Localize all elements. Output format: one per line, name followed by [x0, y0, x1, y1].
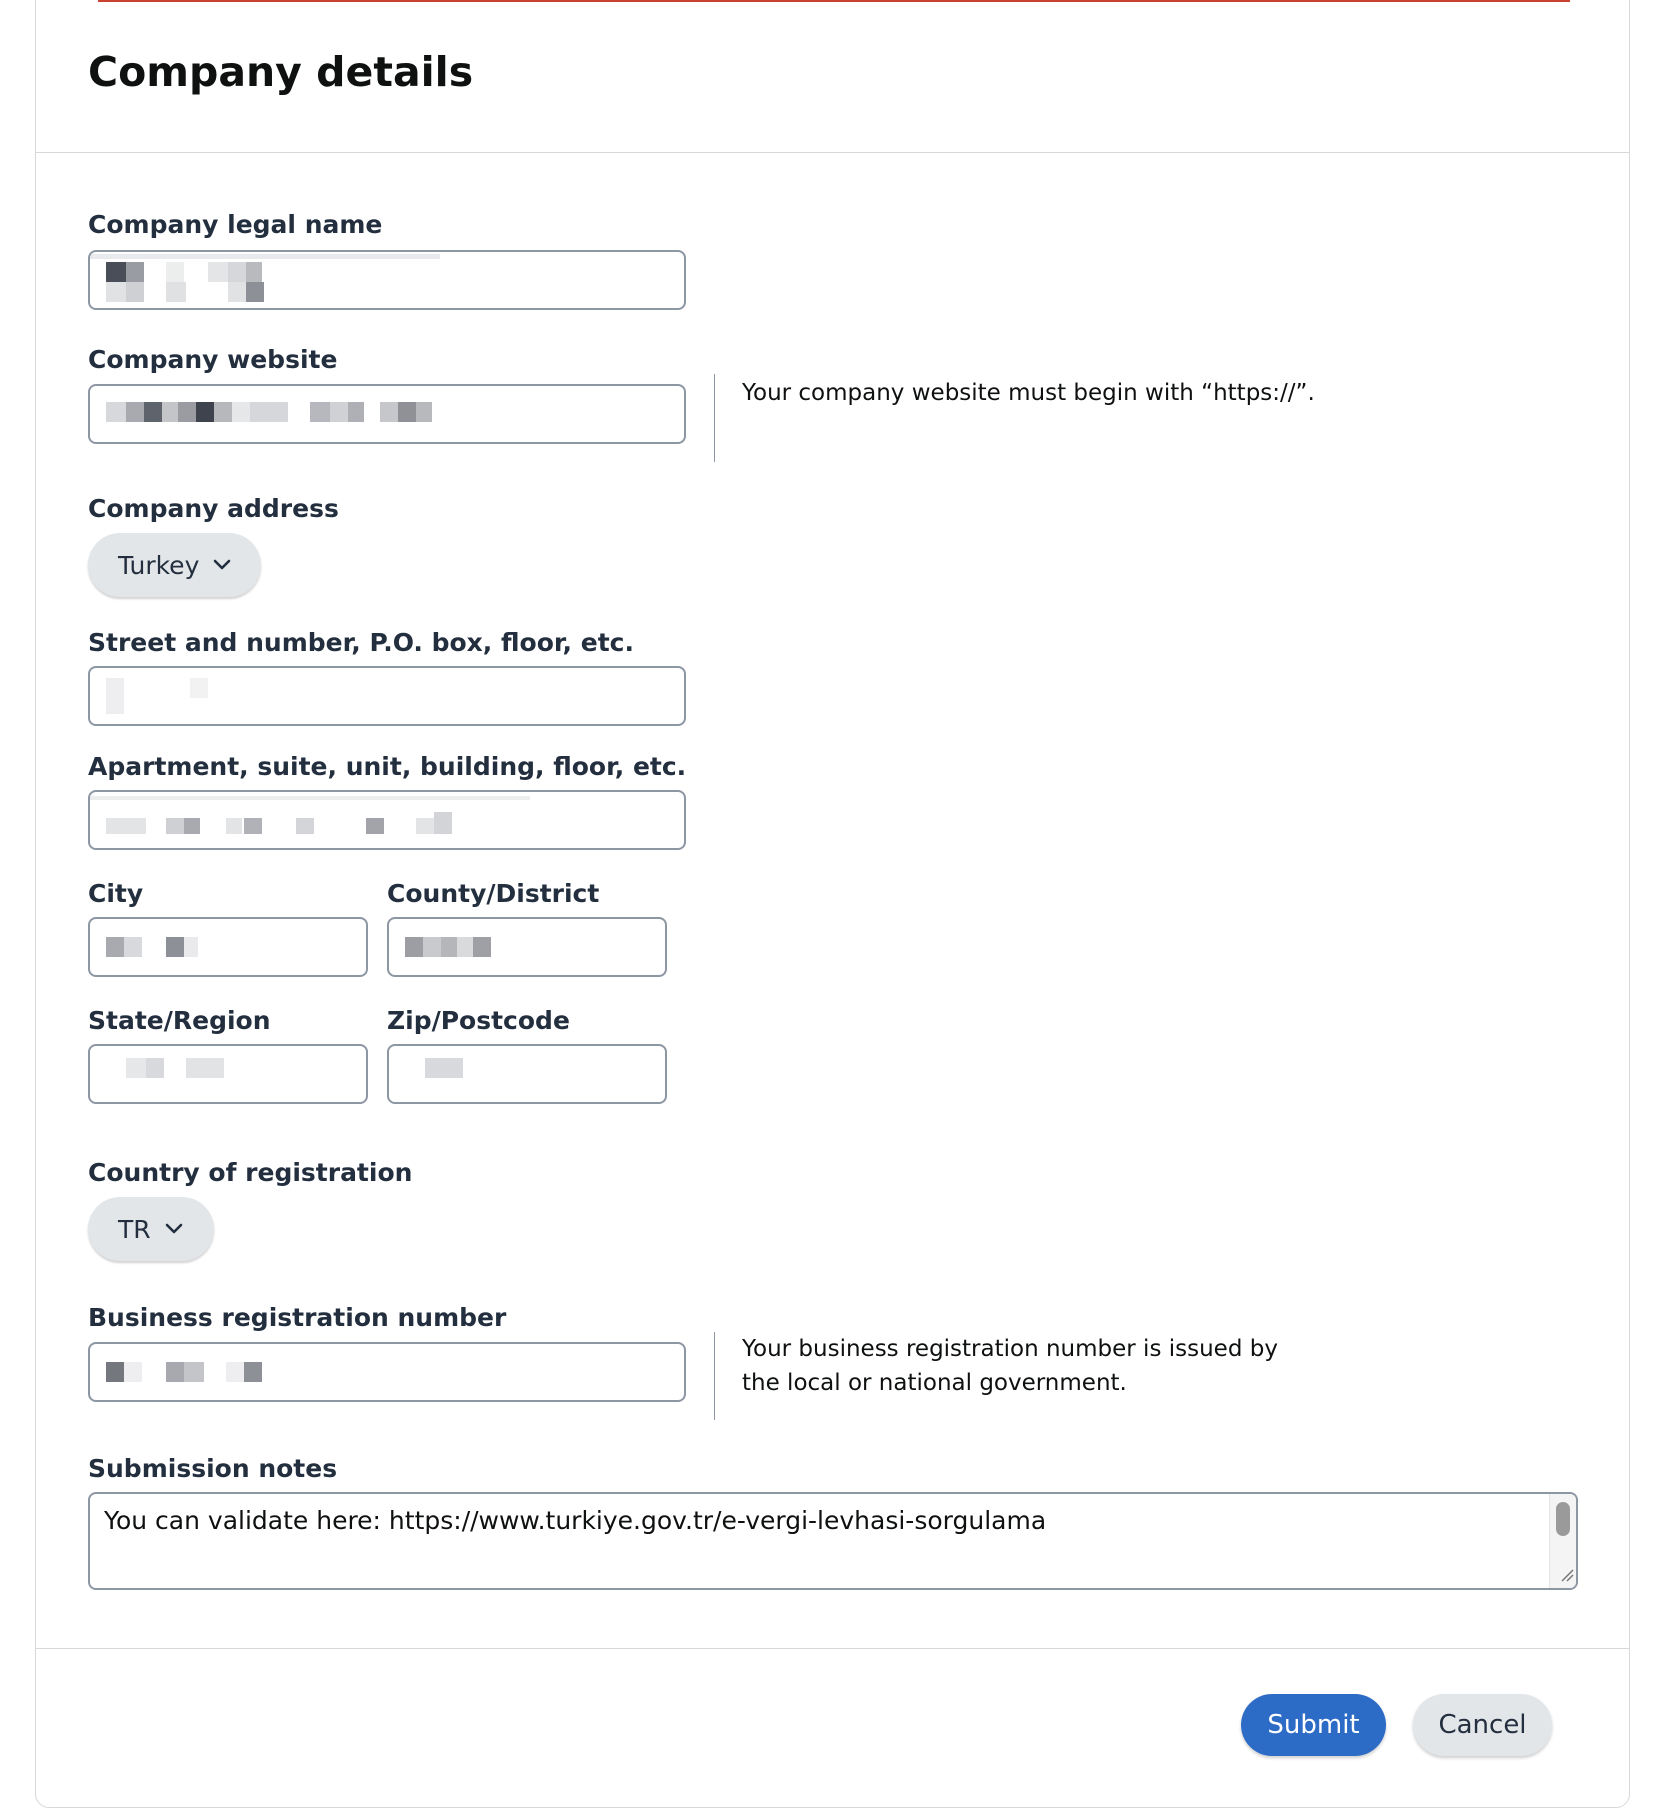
website-label: Company website [88, 345, 338, 374]
cancel-button[interactable]: Cancel [1413, 1694, 1552, 1756]
registration-country-label: Country of registration [88, 1158, 413, 1187]
apartment-input[interactable] [88, 790, 686, 850]
submission-notes-textarea[interactable] [88, 1492, 1578, 1590]
website-hint: Your company website must begin with “https://”. [742, 380, 1315, 406]
registration-country-value: TR [118, 1214, 151, 1244]
resize-handle-icon[interactable] [1558, 1566, 1574, 1586]
chevron-down-icon [165, 1223, 183, 1235]
city-input[interactable] [88, 917, 368, 977]
legal-name-label: Company legal name [88, 210, 383, 239]
state-label: State/Region [88, 1006, 271, 1035]
address-label: Company address [88, 494, 339, 523]
scrollbar-thumb[interactable] [1556, 1502, 1570, 1536]
county-label: County/District [387, 879, 600, 908]
legal-name-input[interactable] [88, 250, 686, 310]
top-accent-border [98, 0, 1570, 2]
submission-notes-label: Submission notes [88, 1454, 338, 1483]
state-input[interactable] [88, 1044, 368, 1104]
business-reg-label: Business registration number [88, 1303, 507, 1332]
city-label: City [88, 879, 144, 908]
street-label: Street and number, P.O. box, floor, etc. [88, 628, 634, 657]
header-divider [36, 152, 1629, 153]
county-input[interactable] [387, 917, 667, 977]
zip-input[interactable] [387, 1044, 667, 1104]
page-title: Company details [88, 48, 474, 96]
website-hint-divider [714, 374, 715, 462]
zip-label: Zip/Postcode [387, 1006, 570, 1035]
business-reg-hint-divider [714, 1332, 715, 1420]
address-country-dropdown[interactable] [88, 533, 261, 597]
submission-notes-text: You can validate here: https://www.turkiye.gov.tr/e-vergi-levhasi-sorgulama [104, 1506, 1047, 1535]
business-reg-input[interactable] [88, 1342, 686, 1402]
address-country-value: Turkey [118, 550, 200, 580]
street-input[interactable] [88, 666, 686, 726]
apartment-label: Apartment, suite, unit, building, floor, etc. [88, 752, 687, 781]
submit-button[interactable]: Submit [1241, 1694, 1386, 1756]
business-reg-hint: Your business registration number is issued by the local or national government. [742, 1336, 1278, 1396]
chevron-down-icon [213, 559, 231, 571]
footer-divider [36, 1648, 1629, 1649]
registration-country-dropdown[interactable] [88, 1197, 214, 1261]
website-input[interactable] [88, 384, 686, 444]
